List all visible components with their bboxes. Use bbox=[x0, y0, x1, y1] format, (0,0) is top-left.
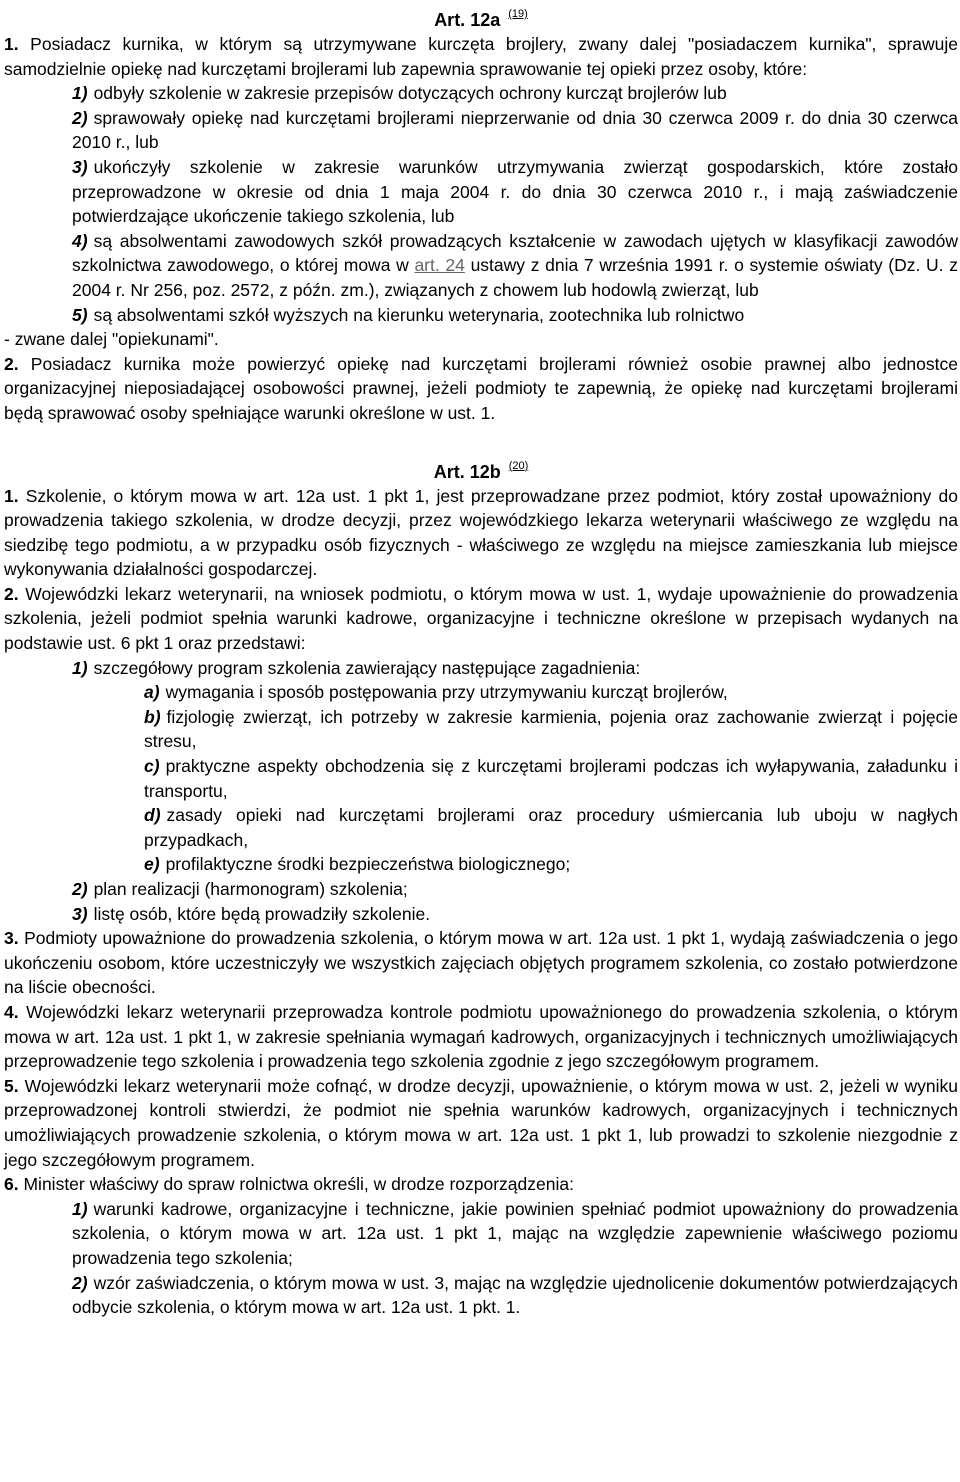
art12b-paragraph-4: 4. Wojewódzki lekarz weterynarii przeprowadza kontrole podmiotu upoważnionego do prowadzenia szkolenia, o którym mowa w art. 12a ust. 1 pkt 1, w zakresie spełniania wymagań kadrowych, organizacyjnych i technicznych umożliwiających przeprowadzenie tego szkolenia i prowadzenia tego szkolenia zgodnie z jego szczegółowym programem. bbox=[4, 1001, 958, 1072]
art12b-subitem-a: a) wymagania i sposób postępowania przy utrzymywaniu kurcząt brojlerów, bbox=[144, 682, 728, 703]
footnote-ref-link[interactable]: (19) bbox=[508, 8, 528, 20]
article-title: Art. 12b bbox=[433, 461, 501, 482]
art12a-item-4: 4) są absolwentami zawodowych szkół prowadzących kształcenie w zawodach ujętych w klasyfikacji zawodów szkolnictwa zawodowego, o której mowa w art. 24 ustawy z dnia 7 września 1991 r. o systemie oświaty (Dz. U. z 2004 r. Nr 256, poz. 2572, z późn. zm.), związanych z chowem lub hodowlą zwierząt, lub bbox=[72, 230, 958, 300]
art12a-paragraph-1: 1. Posiadacz kurnika, w którym są utrzymywane kurczęta brojlery, zwany dalej "posiadaczem kurnika", sprawuje samodzielnie opiekę nad kurczętami brojlerami lub zapewnia sprawowanie tej opieki przez osoby, które: bbox=[4, 34, 958, 79]
art12b-p6-item-1: 1) warunki kadrowe, organizacyjne i techniczne, jakie powinien spełniać podmiot upoważniony do prowadzenia szkolenia, o którym mowa w art. 12a ust. 1 pkt 1, mając na względzie zapewnienie właściwego poziomu prowadzenia tego szkolenia; bbox=[72, 1198, 958, 1268]
art12a-tail: - zwane dalej "opiekunami". bbox=[4, 329, 219, 350]
art-24-link[interactable]: art. 24 bbox=[414, 255, 465, 276]
art12b-subitem-b: b) fizjologię zwierząt, ich potrzeby w zakresie karmienia, pojenia oraz zachowanie zwierząt i pojęcie stresu, bbox=[144, 706, 958, 752]
art12b-subitem-c: c) praktyczne aspekty obchodzenia się z kurczętami brojlerami podczas ich wyłapywania, załadunku i transportu, bbox=[144, 756, 958, 801]
art12b-paragraph-5: 5. Wojewódzki lekarz weterynarii może cofnąć, w drodze decyzji, upoważnienie, o którym mowa w ust. 2, jeżeli w wyniku przeprowadzonej kontroli stwierdzi, że podmiot nie spełnia warunków kadrowych, organizacyjnych i technicznych umożliwiających prowadzenie szkolenia, o którym mowa w art. 12a ust. 1 pkt 1, lub prowadzi to szkolenie niezgodnie z jego szczegółowym programem. bbox=[4, 1075, 958, 1170]
art12b-p2-item-3: 3) listę osób, które będą prowadziły szkolenie. bbox=[72, 903, 431, 924]
art12a-item-5: 5) są absolwentami szkół wyższych na kierunku weterynaria, zootechnika lub rolnictwo bbox=[72, 304, 745, 325]
article-12a-heading bbox=[4, 2, 958, 32]
footnote-ref-link[interactable]: (20) bbox=[508, 459, 529, 472]
art12a-item-3: 3) ukończyły szkolenie w zakresie warunków utrzymywania zwierząt gospodarskich, które zostało przeprowadzone w okresie od dnia 1 maja 2004 r. do dnia 30 czerwca 2010 r., i mają zaświadczenie potwierdzające ukończenie takiego szkolenia, lub bbox=[72, 156, 958, 227]
art12b-paragraph-3: 3. Podmioty upoważnione do prowadzenia szkolenia, o którym mowa w art. 12a ust. 1 pkt 1, wydają zaświadczenia o jego ukończeniu osobom, które uczestniczyły we wszystkich zajęciach objętych programem szkolenia, co zostało potwierdzone na liście obecności. bbox=[4, 928, 958, 998]
art12b-paragraph-2: 2. Wojewódzki lekarz weterynarii, na wniosek podmiotu, o którym mowa w ust. 1, wydaje upoważnienie do prowadzenia szkolenia, jeżeli podmiot spełnia warunki kadrowe, organizacyjne i techniczne określone w przepisach wydanych na podstawie ust. 6 pkt 1 oraz przedstawi: bbox=[4, 583, 958, 654]
art12b-paragraph-1: 1. Szkolenie, o którym mowa w art. 12a ust. 1 pkt 1, jest przeprowadzane przez podmiot, który został upoważniony do prowadzenia takiego szkolenia, w drodze decyzji, przez wojewódzkiego lekarza weterynarii właściwego ze względu na siedzibę tego podmiotu, a w przypadku osób fizycznych - właściwego ze względu na miejsce zamieszkania lub miejsce wykonywania działalności gospodarczej. bbox=[4, 485, 958, 580]
article-title: Art. 12a bbox=[434, 10, 501, 30]
art12a-item-1: 1) odbyły szkolenie w zakresie przepisów dotyczących ochrony kurcząt brojlerów lub bbox=[72, 83, 727, 104]
art12b-subitem-e: e) profilaktyczne środki bezpieczeństwa biologicznego; bbox=[144, 854, 571, 875]
art12b-paragraph-6: 6. Minister właściwy do spraw rolnictwa określi, w drodze rozporządzenia: bbox=[4, 1174, 574, 1195]
art12a-paragraph-2: 2. Posiadacz kurnika może powierzyć opiekę nad kurczętami brojlerami również osobie prawnej albo jednostce organizacyjnej nieposiadającej osobowości prawnej, jeżeli podmioty te zapewnią, że opiekę nad kurczętami brojlerami będą sprawować osoby spełniające warunki określone w ust. 1. bbox=[4, 353, 958, 423]
art12b-p2-item-1: 1) szczegółowy program szkolenia zawierający następujące zagadnienia: bbox=[72, 657, 641, 678]
article-12b-heading bbox=[4, 454, 958, 484]
art12a-item-2: 2) sprawowały opiekę nad kurczętami brojlerami nieprzerwanie od dnia 30 czerwca 2009 r. do dnia 30 czerwca 2010 r., lub bbox=[72, 107, 958, 153]
art12b-p6-item-2: 2) wzór zaświadczenia, o którym mowa w ust. 3, mając na względzie ujednolicenie dokumentów potwierdzających odbycie szkolenia, o którym mowa w art. 12a ust. 1 pkt. 1. bbox=[72, 1272, 958, 1318]
art12b-p2-item-2: 2) plan realizacji (harmonogram) szkolenia; bbox=[72, 879, 408, 899]
art12b-subitem-d: d) zasady opieki nad kurczętami brojlerami oraz procedury uśmiercania lub uboju w nagłych przypadkach, bbox=[144, 805, 958, 850]
